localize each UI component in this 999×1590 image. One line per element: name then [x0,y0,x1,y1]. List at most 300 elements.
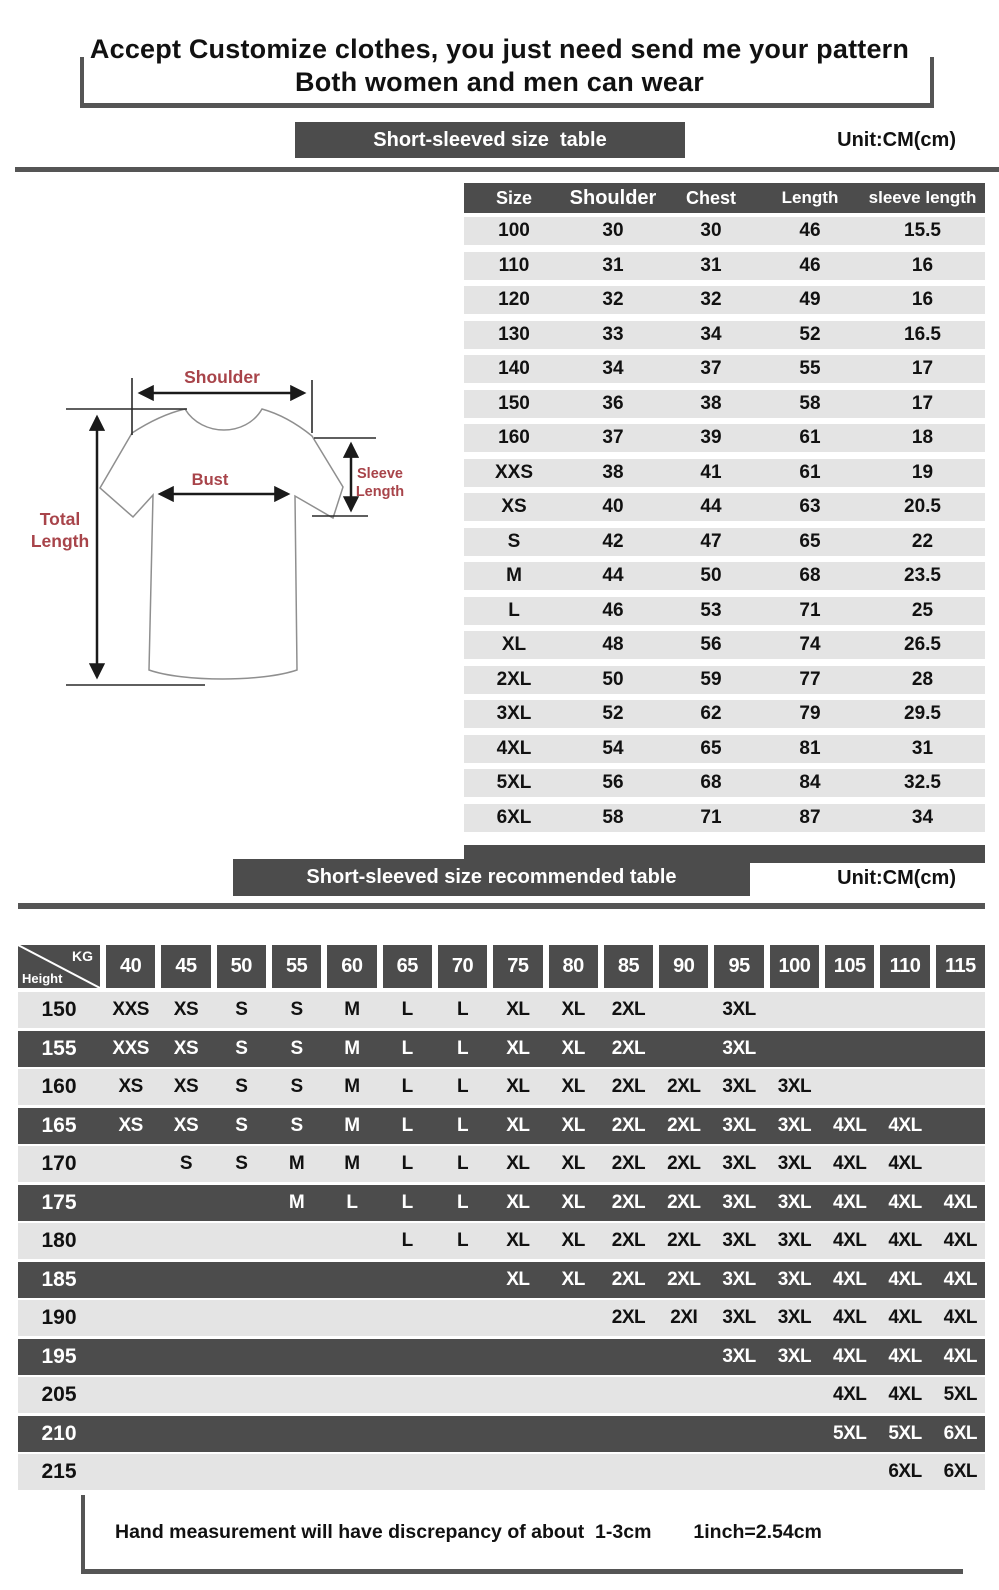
size-table-body [464,217,985,832]
size-cell: S [235,1114,248,1136]
size-cell: 3XL [777,1307,812,1328]
size-cell: 3XL [722,1268,756,1290]
table-row [464,804,985,832]
size-cell: L [401,1114,413,1136]
size-cell: 4XL [833,1114,867,1136]
matrix-row [18,1377,985,1413]
size-cell: L [401,1191,413,1213]
table-cell: 32 [602,289,624,310]
table-cell: 74 [799,634,821,655]
table-cell: 17 [911,358,934,379]
height-label: 205 [41,1383,77,1406]
table-cell: 58 [602,806,624,828]
table-cell: 59 [700,668,722,690]
height-label: 170 [41,1152,77,1175]
size-cell: 4XL [943,1230,978,1251]
table-cell: 50 [700,565,722,586]
table-row [464,355,985,383]
size-cell: S [235,999,248,1020]
table-cell: 52 [602,703,624,724]
size-cell: 4XL [888,1153,922,1174]
table-cell: 29.5 [904,703,941,724]
recommended-table-title: Short-sleeved size recommended table [233,859,750,896]
table-cell: 47 [700,530,722,552]
height-label: 195 [41,1344,77,1368]
size-cell: M [288,1153,305,1174]
table-cell: 17 [911,392,934,414]
size-cell: L [401,1153,413,1174]
inch-conversion-note: 1inch=2.54cm [693,1520,822,1543]
table-cell: 71 [799,599,821,621]
table-cell: 31 [700,254,722,276]
size-cell: S [235,1076,248,1097]
size-cell: XL [561,1230,585,1251]
size-cell: 2XL [667,1114,701,1136]
height-label: 175 [41,1190,77,1214]
matrix-row [18,1454,985,1490]
bust-label: Bust [191,471,229,489]
table-cell: 61 [799,427,821,448]
weight-column-header: 105 [825,945,874,988]
size-cell: 4XL [943,1268,978,1290]
matrix-row [18,1185,985,1221]
measurement-discrepancy-note: Hand measurement will have discrepancy of about 1-3cm [115,1520,652,1543]
size-cell: 4XL [943,1191,978,1213]
table-cell: 130 [498,323,530,345]
height-label: 155 [41,1036,77,1060]
size-cell: 4XL [888,1114,922,1136]
size-cell: 4XL [943,1307,978,1328]
size-cell: 3XL [722,1345,756,1367]
table-cell: 30 [602,220,624,241]
recommended-table-unit: Unit:CM(cm) [837,867,956,889]
table-cell: 4XL [496,737,532,759]
size-cell: 2XL [611,1268,646,1290]
table-cell: 87 [799,806,821,828]
size-cell: 2XI [670,1307,698,1328]
table-row [464,252,985,280]
table-cell: M [506,565,522,586]
size-cell: XL [506,1230,530,1251]
table-cell: 140 [498,358,530,379]
table-cell: 71 [700,806,722,828]
size-cell: 3XL [777,1230,812,1251]
table-cell: 23.5 [904,565,941,586]
weight-column-header: 115 [936,945,985,988]
matrix-body [18,992,985,1490]
height-label: 185 [41,1267,77,1291]
size-cell: M [344,1114,360,1136]
size-cell: XL [506,1153,530,1174]
size-cell: 4XL [833,1153,867,1174]
size-cell: XL [561,1191,585,1213]
size-cell: 3XL [777,1268,812,1290]
matrix-row [18,1031,985,1067]
recommended-size-matrix [18,945,985,1493]
table-row [464,769,985,797]
height-label: 150 [41,998,77,1021]
size-cell: XL [506,1037,530,1059]
weight-column-header: 45 [161,945,210,988]
size-cell: 2XL [611,999,646,1020]
table-cell: XL [501,634,527,655]
size-cell: M [344,1153,360,1174]
table-cell: 38 [700,392,722,414]
size-cell: 3XL [777,1114,812,1136]
size-cell: L [401,1037,413,1059]
table-row [464,666,985,694]
size-cell: 3XL [722,1307,756,1328]
table-cell: 36 [602,392,624,414]
table-cell: 68 [700,772,722,793]
size-cell: S [290,999,303,1020]
size-cell: XS [118,1076,143,1097]
size-cell: 2XL [611,1114,646,1136]
table-cell: 44 [602,565,624,586]
matrix-row [18,1069,985,1105]
size-cell: L [456,1076,469,1097]
table-cell: 46 [799,254,821,276]
weight-column-header: 65 [383,945,432,988]
table-cell: 33 [602,323,624,345]
table-cell: 81 [799,737,821,759]
table-cell: 100 [498,220,530,241]
size-cell: S [290,1037,303,1059]
column-header: sleeve length [868,188,977,207]
table-cell: 160 [498,427,530,448]
table-cell: 30 [700,220,722,241]
size-cell: 3XL [722,1037,756,1059]
table-cell: 31 [911,737,934,759]
size-cell: 6XL [943,1461,978,1482]
size-cell: 2XL [667,1230,701,1251]
table-row [464,321,985,349]
table-cell: 56 [602,772,624,793]
size-cell: L [346,1191,358,1213]
size-cell: 3XL [722,1076,756,1097]
corner-kg-label: KG [72,948,93,964]
table-cell: 46 [602,599,624,621]
size-cell: M [344,1037,360,1059]
size-cell: 2XL [667,1268,701,1290]
table-cell: 22 [911,530,934,552]
table-cell: 61 [799,461,821,483]
matrix-header [18,945,985,988]
size-cell: L [456,1114,469,1136]
total-length-label-line2: Length [30,531,90,551]
table-cell: 16 [911,289,934,310]
size-cell: S [235,1153,248,1174]
table-row [464,286,985,314]
table-cell: 120 [498,289,530,310]
weight-column-header: 90 [659,945,708,988]
size-cell: 3XL [722,1230,756,1251]
size-cell: 3XL [722,1191,756,1213]
matrix-corner-cell [18,945,100,988]
size-cell: S [290,1076,303,1097]
size-cell: 4XL [833,1345,867,1367]
size-cell: 3XL [777,1191,812,1213]
matrix-row [18,1146,985,1182]
size-cell: L [456,1191,469,1213]
table-row [464,562,985,590]
size-cell: 3XL [777,1076,812,1097]
size-cell: XXS [112,1037,149,1059]
matrix-row [18,1108,985,1144]
table-cell: 37 [700,358,722,379]
table-cell: 46 [799,220,821,241]
header-note [0,33,999,99]
table-row [464,424,985,452]
table-cell: 50 [602,668,624,690]
size-cell: 4XL [943,1345,978,1367]
size-cell: 4XL [888,1384,922,1405]
size-cell: 5XL [888,1422,922,1444]
height-label: 160 [41,1075,77,1098]
size-cell: 2XL [611,1191,646,1213]
size-cell: XS [118,1114,143,1136]
column-header: Chest [685,187,736,208]
table-row [464,217,985,245]
corner-height-label: Height [22,971,63,986]
table-cell: 68 [799,565,821,586]
footer-note-frame [81,1495,963,1574]
height-label: 210 [41,1421,77,1445]
table-cell: S [507,530,521,552]
weight-column-header: 100 [770,945,819,988]
weight-column-header: 55 [272,945,321,988]
table-cell: 65 [799,530,821,552]
size-cell: 2XL [667,1153,701,1174]
shoulder-label: Shoulder [184,367,260,387]
table-cell: 37 [602,427,624,448]
table-cell: XS [501,496,527,517]
table-cell: 34 [911,806,934,828]
divider [15,167,999,172]
header-note-line1: Accept Customize clothes, you just need send me your pattern [89,34,910,64]
table-cell: 18 [911,427,934,448]
table-cell: 32 [700,289,722,310]
matrix-row [18,1416,985,1452]
table-cell: 49 [799,289,821,310]
size-cell: M [288,1191,305,1213]
size-cell: XS [173,1114,199,1136]
column-header: Size [495,187,533,208]
size-cell: 5XL [943,1384,978,1405]
size-cell: XL [506,1268,530,1290]
column-header: Length [781,188,839,207]
size-cell: 4XL [833,1191,867,1213]
sleeve-length-label-line1: Sleeve [357,466,403,482]
size-cell: M [344,999,360,1020]
total-length-label-line1: Total [39,509,81,529]
matrix-row [18,992,985,1028]
table-cell: 41 [700,461,722,483]
table-row [464,597,985,625]
size-cell: S [179,1153,193,1174]
height-label: 180 [41,1229,77,1252]
table-cell: 32.5 [904,772,941,793]
size-cell: L [401,999,413,1020]
size-cell: M [344,1076,360,1097]
table-cell: 25 [911,599,934,621]
matrix-row [18,1262,985,1298]
table-cell: 110 [498,254,530,276]
weight-column-header: 110 [880,945,929,988]
size-cell: 2XL [667,1191,701,1213]
size-cell: XL [561,1153,585,1174]
table-cell: 150 [498,392,530,414]
size-cell: 4XL [833,1268,867,1290]
size-cell: 4XL [833,1384,867,1405]
weight-column-header: 60 [327,945,376,988]
tshirt-measurement-diagram [0,330,450,710]
matrix-row [18,1300,985,1336]
size-cell: 2XL [611,1307,646,1328]
size-cell: XL [561,999,585,1020]
table-cell: 53 [700,599,722,621]
size-cell: XL [506,1076,530,1097]
table-cell: 56 [700,634,722,655]
size-cell: 2XL [611,1037,646,1059]
table-cell: 58 [799,392,821,414]
table-row [464,700,985,728]
weight-column-header: 50 [217,945,266,988]
table-row [464,528,985,556]
size-cell: 3XL [722,1153,756,1174]
table-cell: 31 [602,254,624,276]
size-cell: XS [173,1037,199,1059]
table-row [464,631,985,659]
sleeve-length-label-line2: Length [355,484,405,500]
size-cell: 2XL [611,1230,646,1251]
table-cell: 26.5 [904,634,941,655]
table-cell: 55 [799,358,821,379]
size-cell: 4XL [888,1230,922,1251]
table-cell: 20.5 [904,496,941,517]
tshirt-outline [100,409,343,679]
weight-column-header: 70 [438,945,487,988]
size-cell: 6XL [943,1422,978,1444]
table-cell: 15.5 [904,220,941,241]
size-cell: XL [561,1114,585,1136]
weight-column-header: 85 [604,945,653,988]
table-cell: 65 [700,737,722,759]
table-cell: 34 [602,358,624,379]
size-cell: 4XL [888,1268,922,1290]
size-cell: 4XL [888,1307,922,1328]
table-cell: 52 [799,323,821,345]
table-cell: 39 [700,427,722,448]
weight-column-header: 80 [549,945,598,988]
table-cell: 16 [911,254,934,276]
table-cell: 34 [700,323,722,345]
size-cell: L [456,1230,469,1251]
table-cell: 28 [911,668,934,690]
size-cell: L [456,1153,469,1174]
table-cell: 84 [799,772,821,793]
size-cell: XXS [112,999,149,1020]
size-cell: 6XL [888,1461,922,1482]
height-label: 165 [41,1113,77,1137]
table-row [464,735,985,763]
size-cell: L [401,1076,413,1097]
size-cell: XS [173,1076,199,1097]
size-cell: 3XL [722,999,756,1020]
size-cell: S [235,1037,248,1059]
table-row [464,459,985,487]
table-cell: 48 [602,634,624,655]
table-cell: L [508,599,520,621]
size-cell: XL [561,1037,585,1059]
table-cell: 79 [799,703,821,724]
table-row [464,493,985,521]
table-cell: 54 [602,737,624,759]
weight-column-header: 40 [106,945,155,988]
table-cell: XXS [494,461,534,483]
table-cell: 77 [799,668,821,690]
size-cell: XL [506,999,530,1020]
table-cell: 2XL [496,668,532,690]
size-cell: XL [506,1191,530,1213]
size-cell: XS [173,999,199,1020]
height-label: 190 [41,1306,77,1329]
size-cell: 5XL [833,1422,867,1444]
divider [18,903,985,909]
size-cell: 4XL [888,1345,922,1367]
size-cell: S [290,1114,303,1136]
height-label: 215 [41,1460,77,1483]
size-table-title: Short-sleeved size table [295,122,685,158]
table-cell: 3XL [496,703,532,724]
header-note-line2: Both women and men can wear [295,67,704,97]
column-header: Shoulder [569,186,657,209]
table-cell: 5XL [496,772,532,793]
table-cell: 42 [602,530,624,552]
size-table-header [464,183,985,213]
table-cell: 62 [700,703,722,724]
table-row [464,390,985,418]
table-cell: 16.5 [904,323,941,345]
table-cell: 63 [799,496,821,517]
matrix-row [18,1223,985,1259]
table-cell: 6XL [496,806,532,828]
size-cell: 4XL [833,1230,867,1251]
size-cell: 3XL [777,1153,812,1174]
matrix-row [18,1339,985,1375]
size-cell: L [456,1037,469,1059]
size-cell: 2XL [667,1076,701,1097]
weight-column-header: 75 [493,945,542,988]
weight-column-header: 95 [714,945,763,988]
size-cell: 2XL [611,1076,646,1097]
size-cell: 3XL [722,1114,756,1136]
size-cell: 3XL [777,1345,812,1367]
size-cell: XL [506,1114,530,1136]
size-cell: 4XL [888,1191,922,1213]
size-cell: XL [561,1076,585,1097]
table-cell: 40 [602,496,624,517]
size-cell: L [401,1230,413,1251]
size-table-unit: Unit:CM(cm) [837,129,956,151]
size-cell: 4XL [833,1307,867,1328]
table-cell: 44 [700,496,722,517]
table-cell: 19 [911,461,934,483]
table-cell: 38 [602,461,624,483]
size-cell: 2XL [611,1153,646,1174]
size-cell: XL [561,1268,585,1290]
size-table [464,183,985,838]
